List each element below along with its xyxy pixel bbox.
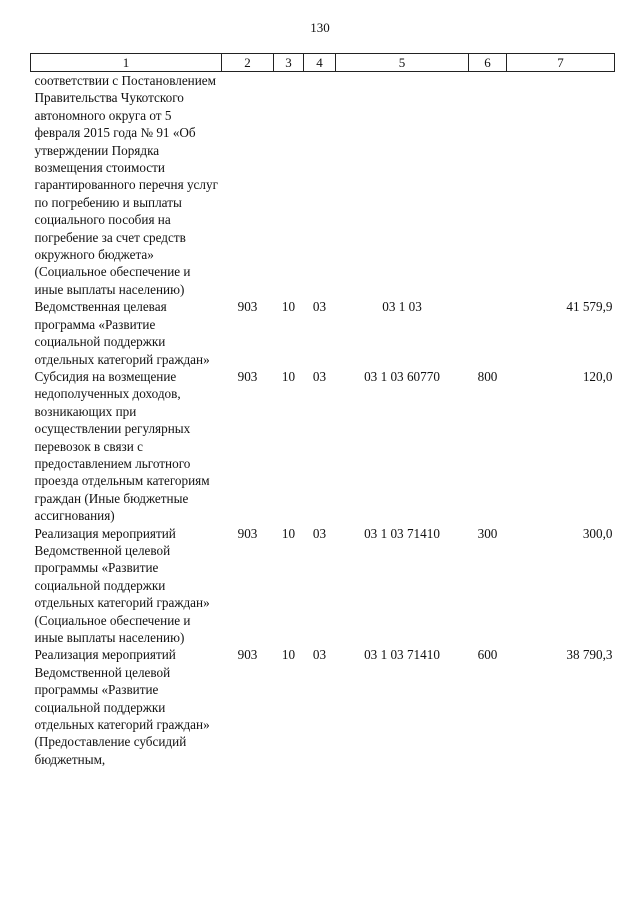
subsection-code: 03: [312, 647, 327, 663]
table-row: [31, 368, 615, 525]
column-header: 1: [31, 54, 222, 72]
expense-type-code: 800: [477, 368, 498, 384]
expense-type-code: 600: [477, 647, 498, 663]
target-article-code: 03 1 03 71410: [364, 525, 440, 541]
amount: 120,0: [582, 368, 613, 384]
ministry-code: 903: [237, 647, 258, 663]
amount: 41 579,9: [566, 299, 613, 315]
amount: 300,0: [582, 525, 613, 541]
column-header: 7: [507, 54, 615, 72]
column-header: 2: [222, 54, 274, 72]
section-code: [274, 72, 304, 299]
row-description: Реализация мероприятий Ведомственной целевой программы «Развитие социальной поддержки отдельных категорий граждан» (Предоставление субсидий бюджетным,: [34, 647, 210, 767]
subsection-code: [304, 72, 336, 299]
column-header: 5: [336, 54, 469, 72]
table-row: [31, 525, 615, 647]
expense-type-code: [469, 298, 507, 368]
table-row: [31, 72, 615, 299]
ministry-code: 903: [237, 299, 258, 315]
column-header: 3: [274, 54, 304, 72]
subsection-code: 03: [312, 368, 327, 384]
target-article-code: 03 1 03 60770: [364, 368, 440, 384]
page-number: 130: [310, 20, 330, 35]
table-row: [31, 298, 615, 368]
expense-type-code: 300: [477, 525, 498, 541]
table-header-row: [31, 54, 615, 72]
column-header: 6: [469, 54, 507, 72]
subsection-code: 03: [312, 525, 327, 541]
target-article-code: [336, 72, 469, 299]
amount: [507, 72, 615, 299]
row-description: Реализация мероприятий Ведомственной целевой программы «Развитие социальной поддержки отдельных категорий граждан» (Социальное обеспечение и иные выплаты населению): [34, 525, 210, 645]
column-header: 4: [304, 54, 336, 72]
section-code: 10: [281, 299, 296, 315]
ministry-code: 903: [237, 368, 258, 384]
target-article-code: 03 1 03: [382, 299, 422, 315]
section-code: 10: [281, 647, 296, 663]
table-row: [31, 646, 615, 768]
section-code: 10: [281, 368, 296, 384]
ministry-code: 903: [237, 525, 258, 541]
budget-table: [30, 53, 615, 768]
row-description: соответствии с Постановлением Правительства Чукотского автономного округа от 5 февраля 2015 года № 91 «Об утверждении Порядка возмещения стоимости гарантированного перечня услуг по погребению и выплаты социального пособия на погребение за счет средств окружного бюджета» (Социальное обеспечение и иные выплаты населению): [34, 73, 218, 297]
ministry-code: [222, 72, 274, 299]
row-description: Субсидия на возмещение недополученных доходов, возникающих при осуществлении регулярных перевозок в связи с предоставлением льготного проезда отдельным категориям граждан (Иные бюджетные ассигнования): [34, 368, 210, 524]
row-description: Ведомственная целевая программа «Развитие социальной поддержки отдельных категорий граждан»: [34, 299, 210, 367]
section-code: 10: [281, 525, 296, 541]
target-article-code: 03 1 03 71410: [364, 647, 440, 663]
amount: 38 790,3: [566, 647, 613, 663]
expense-type-code: [469, 72, 507, 299]
subsection-code: 03: [312, 299, 327, 315]
